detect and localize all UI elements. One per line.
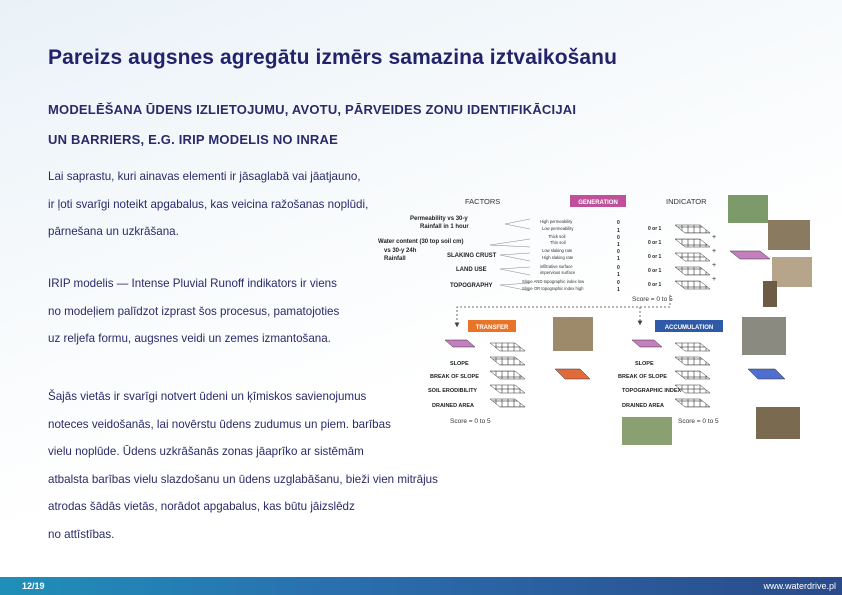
factor-label: BREAK OF SLOPE <box>430 374 479 380</box>
transfer-grid <box>445 340 475 347</box>
binary-value: 1 <box>617 256 620 262</box>
factor-label: SLOPE <box>450 361 469 367</box>
transfer-score: Score = 0 to 5 <box>450 418 491 425</box>
or-label: 0 or 1 <box>648 282 662 288</box>
text-line: atbalsta barības vielu slazdošanu un ūdens uzglabāšanu, bieži vien mitrājus <box>48 472 438 486</box>
runoff-photo <box>742 317 786 355</box>
indicator-header: INDICATOR <box>666 197 707 206</box>
class-label: High slaking rate <box>542 255 574 260</box>
binary-value: 0 <box>617 280 620 286</box>
binary-value: 1 <box>617 272 620 278</box>
paragraph-intro <box>48 163 368 246</box>
binary-value: 1 <box>617 242 620 248</box>
class-label: Slope OR topographic index high <box>522 286 584 291</box>
generation-score: Score = 0 to 5 <box>632 296 673 303</box>
text-line: Lai saprastu, kuri ainavas elementi ir jāsaglabā vai jāatjauno, <box>48 170 361 183</box>
class-label: Slope AND topographic index low <box>522 279 585 284</box>
subtitle-line: UN BARRIERS, E.G. IRIP MODELIS NO INRAE <box>48 132 338 147</box>
plus-sign: + <box>712 234 717 241</box>
or-label: 0 or 1 <box>648 240 662 246</box>
text-line: no modeļiem palīdzot izprast šos procesus, pamatojoties <box>48 304 340 318</box>
binary-value: 1 <box>617 287 620 293</box>
factor-label: LAND USE <box>456 267 487 273</box>
accumulation-grid <box>632 340 662 347</box>
accumulation-score: Score = 0 to 5 <box>678 418 719 425</box>
subtitle-line: MODELĒŠANA ŪDENS IZLIETOJUMU, AVOTU, PĀRVEIDES ZONU IDENTIFIKĀCIJAI <box>48 102 577 117</box>
text-line: noteces veidošanās, lai novērstu ūdens zudumus un piem. barības <box>48 417 391 431</box>
landslide-photo <box>756 407 800 439</box>
or-label: 0 or 1 <box>648 268 662 274</box>
page-number: 12/19 <box>22 581 45 591</box>
generation-classes <box>522 219 585 291</box>
factor-label: TOPOGRAPHIC INDEX <box>622 388 682 394</box>
accumulation-label: ACCUMULATION <box>664 325 714 331</box>
factor-label: vs 30-y 24h <box>384 248 417 254</box>
binary-value: 0 <box>617 249 620 255</box>
factor-label: DRAINED AREA <box>622 403 664 409</box>
factor-label: Rainfall in 1 hour <box>420 224 469 230</box>
factor-label: BREAK OF SLOPE <box>618 374 667 380</box>
factors-header: FACTORS <box>465 197 501 206</box>
website-link[interactable]: www.waterdrive.pl <box>763 581 836 591</box>
factor-label: Water content (30 top soil cm) <box>378 239 464 245</box>
erosion-photo <box>553 317 593 351</box>
generation-factors <box>378 216 497 289</box>
or-label: 0 or 1 <box>648 254 662 260</box>
class-label: infiltrative surface <box>540 264 573 269</box>
text-line: no attīstības. <box>48 527 115 541</box>
footer-bar <box>0 577 842 595</box>
text-line: uz reljefa formu, augsnes veidi un zemes izmantošana. <box>48 332 331 345</box>
text-line: Šajās vietās ir svarīgi notvert ūdeni un ķīmiskos savienojumus <box>48 390 367 403</box>
text-line: pārnešana un uzkrāšana. <box>48 225 179 238</box>
class-label: Low permeability <box>542 226 574 231</box>
landscape-photo <box>768 220 810 250</box>
binary-values <box>617 220 620 293</box>
factor-label: SOIL ERODIBILITY <box>428 388 478 394</box>
landscape-photo <box>763 281 777 307</box>
text-line: atrodas šādās vietās, norādot apgabalus, kas būtu jāizslēdz <box>48 500 355 513</box>
factor-label: Rainfall <box>384 256 406 262</box>
text-line: IRIP modelis — Intense Pluvial Runoff indikators ir viens <box>48 277 337 290</box>
class-label: High permeability <box>540 219 573 224</box>
binary-value: 0 <box>617 220 620 226</box>
irip-diagram <box>370 185 840 450</box>
landscape-photo <box>728 195 768 223</box>
factor-label: SLAKING CRUST <box>447 253 497 259</box>
factor-label: Permeability vs 30-y <box>410 216 468 222</box>
accumulation-factors <box>618 361 682 409</box>
factor-label: TOPOGRAPHY <box>450 283 493 289</box>
class-label: Low slaking rate <box>542 248 573 253</box>
transfer-grids <box>490 343 590 407</box>
plus-sign: + <box>712 248 717 255</box>
landscape-photo <box>772 257 812 287</box>
class-label: impervious surface <box>540 270 576 275</box>
plus-signs <box>712 234 716 283</box>
class-label: Thin soil <box>550 240 566 245</box>
binary-value: 1 <box>617 228 620 234</box>
generation-label: GENERATION <box>578 200 618 206</box>
text-line: ir ļoti svarīgi noteikt apgabalus, kas veicina ražošanas noplūdi, <box>48 197 369 211</box>
transfer-factors <box>428 361 479 409</box>
page-title: Pareizs augsnes agregātu izmērs samazina iztvaikošanu <box>48 46 618 69</box>
or-label: 0 or 1 <box>648 226 662 232</box>
paragraph-irip <box>48 270 339 353</box>
factor-label: DRAINED AREA <box>432 403 474 409</box>
class-label: Thick soil <box>548 234 566 239</box>
binary-value: 0 <box>617 265 620 271</box>
plus-sign: + <box>712 276 717 283</box>
text-line: vielu noplūde. Ūdens uzkrāšanās zonas jāaprīko ar sistēmām <box>48 445 364 458</box>
transfer-label: TRANSFER <box>475 325 509 331</box>
indicator-grids <box>675 225 770 289</box>
or-labels <box>648 226 662 288</box>
factor-label: SLOPE <box>635 361 654 367</box>
subtitle <box>48 95 668 155</box>
binary-value: 0 <box>617 235 620 241</box>
field-photo <box>622 417 672 445</box>
plus-sign: + <box>712 262 717 269</box>
